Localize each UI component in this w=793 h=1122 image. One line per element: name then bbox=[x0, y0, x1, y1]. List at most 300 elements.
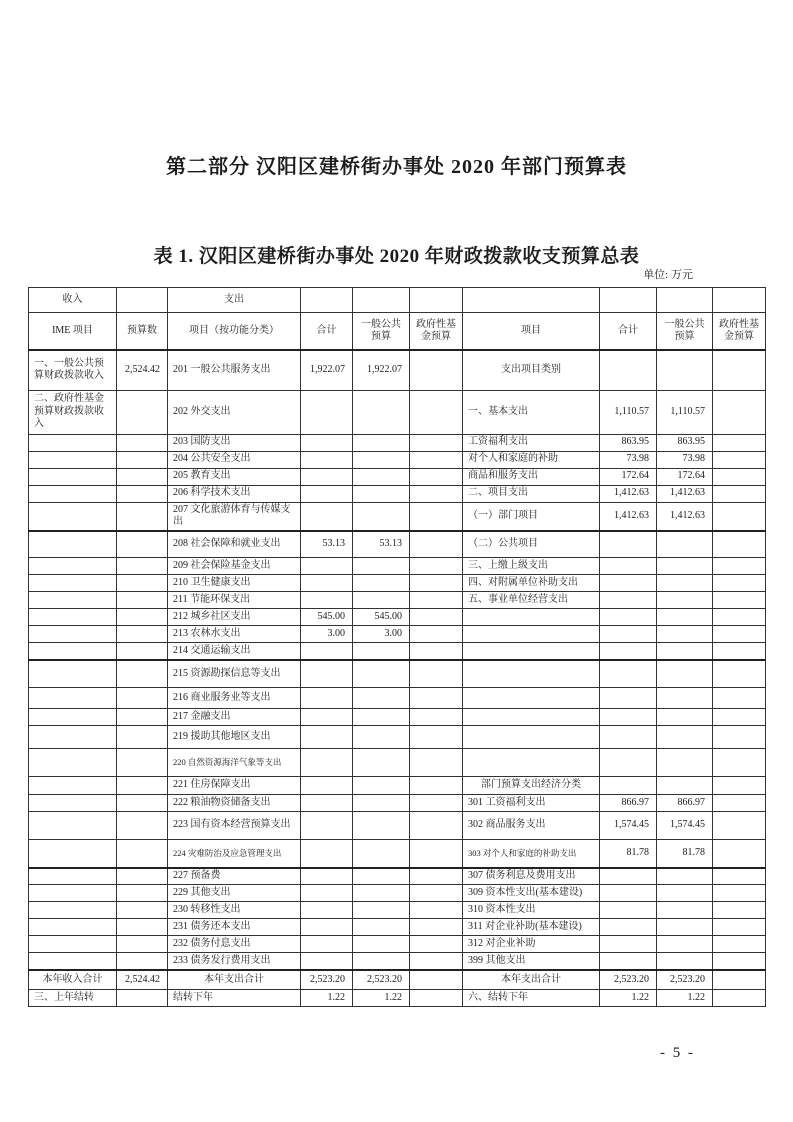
table-row bbox=[29, 990, 766, 1007]
function-item-cell: 214 交通运输支出 bbox=[168, 643, 301, 660]
income-item-cell bbox=[29, 749, 117, 777]
total-cell bbox=[301, 902, 353, 919]
header-cell-income-item: 收入 bbox=[29, 288, 117, 313]
total-cell bbox=[600, 953, 657, 970]
expenditure-item-cell: 二、项目支出 bbox=[463, 485, 600, 502]
income-budget-amount-cell bbox=[117, 434, 168, 451]
function-item-cell: 233 债务发行费用支出 bbox=[168, 953, 301, 970]
expenditure-item-cell: 六、结转下年 bbox=[463, 990, 600, 1007]
expenditure-item-cell: 303 对个人和家庭的补助支出 bbox=[463, 840, 600, 868]
gov-fund-budget-cell bbox=[713, 919, 766, 936]
table-row bbox=[29, 885, 766, 902]
gov-fund-budget-cell bbox=[713, 749, 766, 777]
function-item-cell: 202 外交支出 bbox=[168, 390, 301, 434]
total-cell bbox=[600, 643, 657, 660]
gov-fund-budget-cell bbox=[713, 936, 766, 953]
total-cell bbox=[301, 558, 353, 575]
total-cell bbox=[301, 726, 353, 749]
total-cell: 73.98 bbox=[600, 451, 657, 468]
income-budget-amount-cell bbox=[117, 919, 168, 936]
total-cell bbox=[301, 502, 353, 531]
expenditure-item-cell: 支出项目类别 bbox=[463, 350, 600, 390]
general-public-budget-cell bbox=[657, 885, 713, 902]
header-cell-empty bbox=[117, 288, 168, 313]
general-public-budget-cell bbox=[353, 592, 410, 609]
gov-fund-budget-cell bbox=[713, 726, 766, 749]
income-item-cell bbox=[29, 485, 117, 502]
expenditure-item-cell: 一、基本支出 bbox=[463, 390, 600, 434]
general-public-budget-cell bbox=[353, 575, 410, 592]
income-item-cell bbox=[29, 902, 117, 919]
gov-fund-budget-cell bbox=[410, 902, 463, 919]
gov-fund-budget-cell bbox=[410, 592, 463, 609]
table-title: 表 1. 汉阳区建桥街办事处 2020 年财政拨款收支预算总表 bbox=[153, 246, 640, 267]
function-item-cell: 232 债务付息支出 bbox=[168, 936, 301, 953]
table-row bbox=[29, 502, 766, 531]
function-item-cell: 213 农林水支出 bbox=[168, 626, 301, 643]
function-item-cell: 205 教育支出 bbox=[168, 468, 301, 485]
header-cell-empty bbox=[301, 288, 353, 313]
table-row bbox=[29, 777, 766, 795]
gov-fund-budget-cell bbox=[410, 643, 463, 660]
income-budget-amount-cell bbox=[117, 777, 168, 795]
table-row bbox=[29, 592, 766, 609]
income-budget-amount-cell bbox=[117, 936, 168, 953]
total-cell: 172.64 bbox=[600, 468, 657, 485]
general-public-budget-cell: 545.00 bbox=[353, 609, 410, 626]
function-item-cell: 219 援助其他地区支出 bbox=[168, 726, 301, 749]
total-cell bbox=[600, 868, 657, 885]
general-public-budget-cell bbox=[657, 709, 713, 726]
general-public-budget-cell: 53.13 bbox=[353, 531, 410, 558]
table-row bbox=[29, 749, 766, 777]
income-item-cell bbox=[29, 575, 117, 592]
general-public-budget-cell: 2,523.20 bbox=[657, 970, 713, 990]
gov-fund-budget-cell bbox=[410, 868, 463, 885]
general-public-budget-cell bbox=[657, 902, 713, 919]
general-public-budget-cell bbox=[657, 688, 713, 709]
general-public-budget-cell bbox=[657, 919, 713, 936]
header-cell-general-public-budget: 一般公共预算 bbox=[657, 313, 713, 351]
expenditure-item-cell: 五、事业单位经营支出 bbox=[463, 592, 600, 609]
gov-fund-budget-cell bbox=[713, 558, 766, 575]
expenditure-item-cell: （二）公共项目 bbox=[463, 531, 600, 558]
general-public-budget-cell bbox=[353, 840, 410, 868]
total-cell bbox=[301, 709, 353, 726]
general-public-budget-cell bbox=[657, 868, 713, 885]
gov-fund-budget-cell bbox=[410, 660, 463, 688]
total-cell bbox=[600, 726, 657, 749]
general-public-budget-cell: 3.00 bbox=[353, 626, 410, 643]
gov-fund-budget-cell bbox=[410, 502, 463, 531]
function-item-cell: 215 资源勘探信息等支出 bbox=[168, 660, 301, 688]
expenditure-item-cell: 302 商品服务支出 bbox=[463, 812, 600, 840]
gov-fund-budget-cell bbox=[713, 688, 766, 709]
gov-fund-budget-cell bbox=[410, 531, 463, 558]
total-cell bbox=[301, 953, 353, 970]
general-public-budget-cell: 172.64 bbox=[657, 468, 713, 485]
total-cell bbox=[301, 660, 353, 688]
table-row bbox=[29, 558, 766, 575]
total-cell bbox=[301, 885, 353, 902]
gov-fund-budget-cell bbox=[410, 575, 463, 592]
expenditure-item-cell: 307 债务利息及费用支出 bbox=[463, 868, 600, 885]
function-item-cell: 结转下年 bbox=[168, 990, 301, 1007]
general-public-budget-cell bbox=[657, 592, 713, 609]
general-public-budget-cell bbox=[353, 709, 410, 726]
header-cell-empty bbox=[463, 288, 600, 313]
income-budget-amount-cell: 2,524.42 bbox=[117, 350, 168, 390]
gov-fund-budget-cell bbox=[713, 390, 766, 434]
income-item-cell bbox=[29, 660, 117, 688]
income-budget-amount-cell bbox=[117, 885, 168, 902]
total-cell bbox=[301, 919, 353, 936]
general-public-budget-cell: 1,412.63 bbox=[657, 485, 713, 502]
function-item-cell: 203 国防支出 bbox=[168, 434, 301, 451]
table-row bbox=[29, 609, 766, 626]
income-budget-amount-cell bbox=[117, 451, 168, 468]
income-item-cell bbox=[29, 688, 117, 709]
total-cell: 53.13 bbox=[301, 531, 353, 558]
income-budget-amount-cell bbox=[117, 531, 168, 558]
header-cell-income-item: IME 项目 bbox=[29, 313, 117, 351]
general-public-budget-cell: 863.95 bbox=[657, 434, 713, 451]
general-public-budget-cell: 2,523.20 bbox=[353, 970, 410, 990]
total-cell bbox=[301, 749, 353, 777]
income-budget-amount-cell bbox=[117, 749, 168, 777]
gov-fund-budget-cell bbox=[410, 434, 463, 451]
total-cell bbox=[600, 575, 657, 592]
general-public-budget-cell: 1,574.45 bbox=[657, 812, 713, 840]
gov-fund-budget-cell bbox=[410, 688, 463, 709]
table-row bbox=[29, 451, 766, 468]
header-cell-gov-fund-budget: 政府性基金预算 bbox=[713, 313, 766, 351]
gov-fund-budget-cell bbox=[713, 434, 766, 451]
expenditure-item-cell: 四、对附属单位补助支出 bbox=[463, 575, 600, 592]
income-item-cell bbox=[29, 434, 117, 451]
table-row bbox=[29, 840, 766, 868]
expenditure-item-cell: 312 对企业补助 bbox=[463, 936, 600, 953]
general-public-budget-cell bbox=[657, 531, 713, 558]
income-item-cell bbox=[29, 531, 117, 558]
total-cell bbox=[301, 643, 353, 660]
income-budget-amount-cell bbox=[117, 795, 168, 812]
total-cell bbox=[600, 749, 657, 777]
function-item-cell: 本年支出合计 bbox=[168, 970, 301, 990]
function-item-cell: 208 社会保障和就业支出 bbox=[168, 531, 301, 558]
gov-fund-budget-cell bbox=[713, 592, 766, 609]
total-cell bbox=[301, 795, 353, 812]
header-cell-expenditure-item: 项目 bbox=[463, 313, 600, 351]
income-budget-amount-cell bbox=[117, 626, 168, 643]
table-row bbox=[29, 575, 766, 592]
header-cell-empty bbox=[600, 288, 657, 313]
total-cell: 2,523.20 bbox=[600, 970, 657, 990]
expenditure-item-cell bbox=[463, 749, 600, 777]
gov-fund-budget-cell bbox=[410, 626, 463, 643]
gov-fund-budget-cell bbox=[713, 868, 766, 885]
expenditure-item-cell bbox=[463, 609, 600, 626]
income-item-cell bbox=[29, 795, 117, 812]
total-cell bbox=[600, 688, 657, 709]
general-public-budget-cell bbox=[657, 626, 713, 643]
total-cell: 1.22 bbox=[600, 990, 657, 1007]
total-cell bbox=[600, 660, 657, 688]
expenditure-item-cell: 商品和服务支出 bbox=[463, 468, 600, 485]
gov-fund-budget-cell bbox=[713, 643, 766, 660]
header-cell-income-budget-amount: 预算数 bbox=[117, 313, 168, 351]
income-item-cell bbox=[29, 812, 117, 840]
gov-fund-budget-cell bbox=[713, 468, 766, 485]
expenditure-item-cell: 399 其他支出 bbox=[463, 953, 600, 970]
gov-fund-budget-cell bbox=[410, 726, 463, 749]
table-row bbox=[29, 919, 766, 936]
header-cell-general-public-budget: 一般公共预算 bbox=[353, 313, 410, 351]
expenditure-item-cell bbox=[463, 726, 600, 749]
total-cell bbox=[600, 936, 657, 953]
general-public-budget-cell bbox=[657, 936, 713, 953]
income-budget-amount-cell bbox=[117, 902, 168, 919]
income-budget-amount-cell bbox=[117, 688, 168, 709]
gov-fund-budget-cell bbox=[410, 970, 463, 990]
total-cell bbox=[600, 558, 657, 575]
header-cell-empty bbox=[657, 288, 713, 313]
total-cell bbox=[301, 936, 353, 953]
table-row bbox=[29, 709, 766, 726]
income-budget-amount-cell bbox=[117, 953, 168, 970]
table-row bbox=[29, 626, 766, 643]
total-cell bbox=[600, 609, 657, 626]
gov-fund-budget-cell bbox=[713, 795, 766, 812]
income-item-cell bbox=[29, 840, 117, 868]
total-cell: 1,922.07 bbox=[301, 350, 353, 390]
general-public-budget-cell: 1,110.57 bbox=[657, 390, 713, 434]
gov-fund-budget-cell bbox=[713, 777, 766, 795]
function-item-cell: 222 粮油物资储备支出 bbox=[168, 795, 301, 812]
total-cell bbox=[301, 592, 353, 609]
total-cell bbox=[600, 885, 657, 902]
income-item-cell bbox=[29, 885, 117, 902]
table-row bbox=[29, 970, 766, 990]
general-public-budget-cell bbox=[657, 558, 713, 575]
table-row bbox=[29, 485, 766, 502]
header-cell-gov-fund-budget: 政府性基金预算 bbox=[410, 313, 463, 351]
gov-fund-budget-cell bbox=[410, 558, 463, 575]
general-public-budget-cell: 1.22 bbox=[353, 990, 410, 1007]
table-row bbox=[29, 726, 766, 749]
function-item-cell: 209 社会保险基金支出 bbox=[168, 558, 301, 575]
function-item-cell: 229 其他支出 bbox=[168, 885, 301, 902]
expenditure-item-cell: 311 对企业补助(基本建设) bbox=[463, 919, 600, 936]
total-cell: 1,110.57 bbox=[600, 390, 657, 434]
income-budget-amount-cell bbox=[117, 468, 168, 485]
gov-fund-budget-cell bbox=[410, 795, 463, 812]
general-public-budget-cell bbox=[353, 868, 410, 885]
total-cell bbox=[600, 592, 657, 609]
total-cell: 2,523.20 bbox=[301, 970, 353, 990]
income-budget-amount-cell bbox=[117, 840, 168, 868]
expenditure-item-cell: 部门预算支出经济分类 bbox=[463, 777, 600, 795]
table-row bbox=[29, 936, 766, 953]
expenditure-item-cell bbox=[463, 660, 600, 688]
income-item-cell bbox=[29, 868, 117, 885]
income-item-cell bbox=[29, 592, 117, 609]
table-row bbox=[29, 434, 766, 451]
income-budget-amount-cell bbox=[117, 609, 168, 626]
total-cell bbox=[301, 868, 353, 885]
total-cell bbox=[600, 902, 657, 919]
gov-fund-budget-cell bbox=[713, 626, 766, 643]
general-public-budget-cell bbox=[353, 885, 410, 902]
income-budget-amount-cell bbox=[117, 990, 168, 1007]
income-budget-amount-cell bbox=[117, 575, 168, 592]
table-header-row bbox=[29, 288, 766, 313]
general-public-budget-cell bbox=[657, 609, 713, 626]
expenditure-item-cell: 本年支出合计 bbox=[463, 970, 600, 990]
total-cell bbox=[301, 777, 353, 795]
total-cell: 3.00 bbox=[301, 626, 353, 643]
general-public-budget-cell bbox=[353, 688, 410, 709]
general-public-budget-cell bbox=[353, 451, 410, 468]
gov-fund-budget-cell bbox=[713, 840, 766, 868]
header-cell-empty bbox=[410, 288, 463, 313]
general-public-budget-cell bbox=[353, 643, 410, 660]
gov-fund-budget-cell bbox=[713, 575, 766, 592]
gov-fund-budget-cell bbox=[713, 709, 766, 726]
gov-fund-budget-cell bbox=[713, 531, 766, 558]
general-public-budget-cell bbox=[657, 777, 713, 795]
table-row bbox=[29, 812, 766, 840]
function-item-cell: 224 灾难防治及应急管理支出 bbox=[168, 840, 301, 868]
gov-fund-budget-cell bbox=[713, 902, 766, 919]
function-item-cell: 201 一般公共服务支出 bbox=[168, 350, 301, 390]
gov-fund-budget-cell bbox=[410, 919, 463, 936]
general-public-budget-cell bbox=[353, 726, 410, 749]
total-cell: 1,412.63 bbox=[600, 485, 657, 502]
total-cell bbox=[301, 468, 353, 485]
gov-fund-budget-cell bbox=[713, 885, 766, 902]
header-cell-function-item: 支出 bbox=[168, 288, 301, 313]
gov-fund-budget-cell bbox=[713, 970, 766, 990]
expenditure-item-cell bbox=[463, 688, 600, 709]
income-budget-amount-cell bbox=[117, 643, 168, 660]
income-budget-amount-cell bbox=[117, 660, 168, 688]
gov-fund-budget-cell bbox=[713, 485, 766, 502]
total-cell bbox=[301, 688, 353, 709]
general-public-budget-cell bbox=[353, 812, 410, 840]
table-row bbox=[29, 688, 766, 709]
general-public-budget-cell bbox=[657, 660, 713, 688]
general-public-budget-cell bbox=[353, 953, 410, 970]
general-public-budget-cell bbox=[353, 795, 410, 812]
total-cell bbox=[600, 626, 657, 643]
page-number: - 5 - bbox=[660, 1045, 695, 1061]
gov-fund-budget-cell bbox=[410, 451, 463, 468]
income-item-cell bbox=[29, 919, 117, 936]
total-cell bbox=[301, 575, 353, 592]
table-row bbox=[29, 795, 766, 812]
total-cell: 1.22 bbox=[301, 990, 353, 1007]
total-cell bbox=[301, 434, 353, 451]
table-row bbox=[29, 902, 766, 919]
section-title: 第二部分 汉阳区建桥街办事处 2020 年部门预算表 bbox=[166, 156, 627, 178]
table-row bbox=[29, 350, 766, 390]
table-row bbox=[29, 531, 766, 558]
general-public-budget-cell: 1.22 bbox=[657, 990, 713, 1007]
income-item-cell: 一、一般公共预算财政拨款收入 bbox=[29, 350, 117, 390]
gov-fund-budget-cell bbox=[713, 990, 766, 1007]
income-item-cell bbox=[29, 626, 117, 643]
function-item-cell: 231 债务还本支出 bbox=[168, 919, 301, 936]
general-public-budget-cell bbox=[657, 953, 713, 970]
gov-fund-budget-cell bbox=[410, 936, 463, 953]
total-cell bbox=[600, 919, 657, 936]
general-public-budget-cell bbox=[353, 749, 410, 777]
gov-fund-budget-cell bbox=[410, 990, 463, 1007]
table-header-row bbox=[29, 313, 766, 351]
income-item-cell bbox=[29, 726, 117, 749]
total-cell: 545.00 bbox=[301, 609, 353, 626]
income-item-cell bbox=[29, 953, 117, 970]
general-public-budget-cell bbox=[353, 919, 410, 936]
total-cell: 81.78 bbox=[600, 840, 657, 868]
general-public-budget-cell bbox=[353, 777, 410, 795]
function-item-cell: 221 住房保障支出 bbox=[168, 777, 301, 795]
function-item-cell: 211 节能环保支出 bbox=[168, 592, 301, 609]
total-cell bbox=[600, 531, 657, 558]
income-item-cell bbox=[29, 451, 117, 468]
header-cell-empty bbox=[713, 288, 766, 313]
function-item-cell: 223 国有资本经营预算支出 bbox=[168, 812, 301, 840]
expenditure-item-cell: 309 资本性支出(基本建设) bbox=[463, 885, 600, 902]
function-item-cell: 207 文化旅游体育与传媒支出 bbox=[168, 502, 301, 531]
table-row bbox=[29, 953, 766, 970]
income-item-cell bbox=[29, 468, 117, 485]
gov-fund-budget-cell bbox=[713, 953, 766, 970]
function-item-cell: 217 金融支出 bbox=[168, 709, 301, 726]
total-cell bbox=[301, 812, 353, 840]
gov-fund-budget-cell bbox=[410, 350, 463, 390]
expenditure-item-cell: 工资福利支出 bbox=[463, 434, 600, 451]
income-item-cell bbox=[29, 609, 117, 626]
general-public-budget-cell: 81.78 bbox=[657, 840, 713, 868]
gov-fund-budget-cell bbox=[410, 749, 463, 777]
unit-label: 单位: 万元 bbox=[643, 269, 693, 281]
header-cell-function-item: 项目（按功能分类） bbox=[168, 313, 301, 351]
income-item-cell bbox=[29, 643, 117, 660]
total-cell bbox=[600, 350, 657, 390]
gov-fund-budget-cell bbox=[410, 485, 463, 502]
expenditure-item-cell bbox=[463, 643, 600, 660]
general-public-budget-cell bbox=[657, 749, 713, 777]
header-cell-total: 合计 bbox=[301, 313, 353, 351]
general-public-budget-cell bbox=[657, 350, 713, 390]
expenditure-item-cell: 310 资本性支出 bbox=[463, 902, 600, 919]
gov-fund-budget-cell bbox=[713, 812, 766, 840]
income-budget-amount-cell bbox=[117, 390, 168, 434]
income-budget-amount-cell bbox=[117, 485, 168, 502]
gov-fund-budget-cell bbox=[410, 777, 463, 795]
total-cell: 1,574.45 bbox=[600, 812, 657, 840]
function-item-cell: 216 商业服务业等支出 bbox=[168, 688, 301, 709]
expenditure-item-cell: 301 工资福利支出 bbox=[463, 795, 600, 812]
general-public-budget-cell bbox=[353, 558, 410, 575]
expenditure-item-cell: （一）部门项目 bbox=[463, 502, 600, 531]
function-item-cell: 212 城乡社区支出 bbox=[168, 609, 301, 626]
table-row bbox=[29, 390, 766, 434]
gov-fund-budget-cell bbox=[713, 502, 766, 531]
gov-fund-budget-cell bbox=[713, 350, 766, 390]
